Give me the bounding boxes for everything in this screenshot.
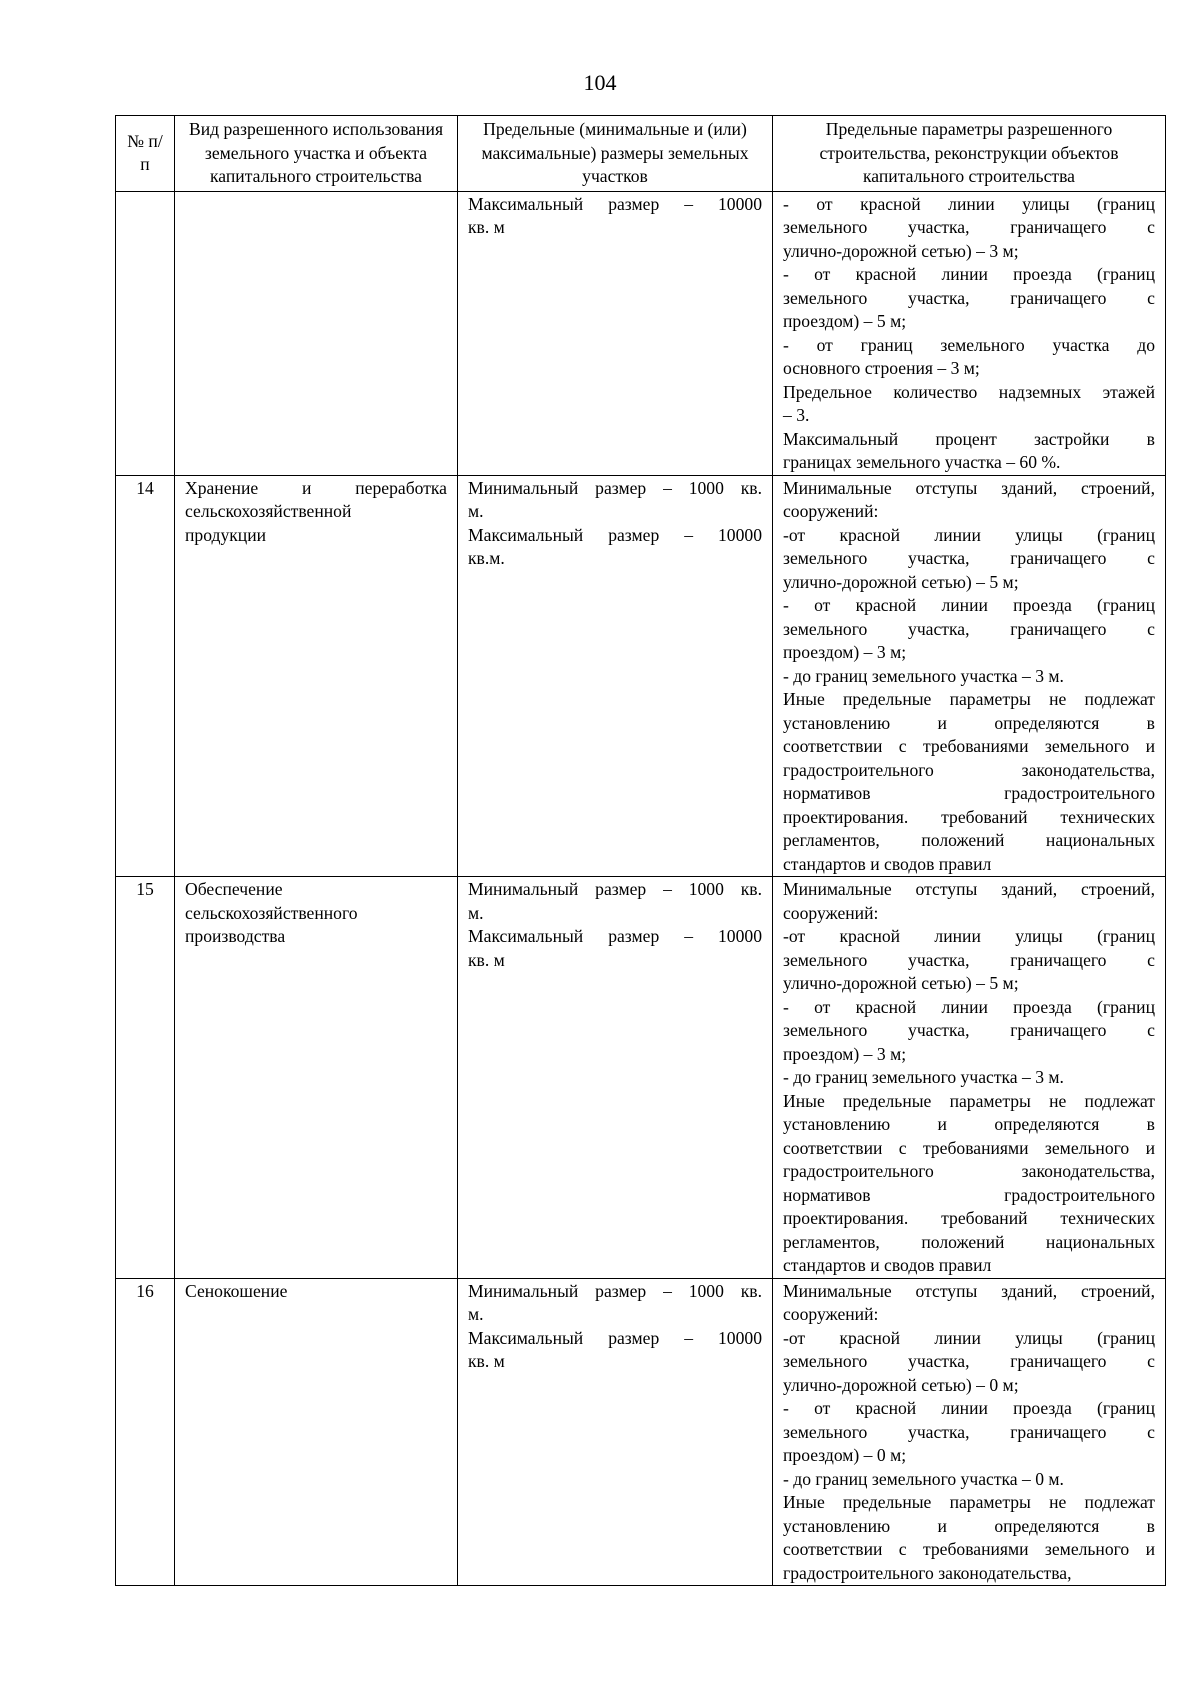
- construction-param-line: проездом) – 5 м;: [783, 311, 907, 331]
- construction-param-line: регламентов, положений национальных: [783, 1231, 1155, 1252]
- plot-size-line: м.: [468, 1304, 484, 1324]
- plot-size-line: Минимальный размер – 1000 кв.: [468, 879, 762, 899]
- plot-size-line: Минимальный размер – 1000 кв.: [468, 1280, 762, 1301]
- construction-param-line: земельного участка, граничащего с: [783, 217, 1155, 237]
- plot-size-line: кв. м: [468, 949, 505, 970]
- header-permitted-use: Вид разрешенного использования земельного участка и объекта капитального строительства: [175, 116, 458, 192]
- construction-param-line: нормативов градостроительного: [783, 1184, 1155, 1205]
- header-number: № п/п: [116, 116, 175, 192]
- permitted-use-line: сельскохозяйственного: [185, 902, 358, 923]
- header-plot-sizes: Предельные (минимальные и (или) максимальные) размеры земельных участков: [458, 116, 773, 192]
- construction-param-line: сооружений:: [783, 902, 879, 923]
- construction-param-line: Минимальные отступы зданий, строений,: [783, 477, 1155, 498]
- construction-param-line: проездом) – 0 м;: [783, 1445, 907, 1465]
- table-row: [116, 475, 1166, 877]
- permitted-use-line: Обеспечение: [185, 879, 283, 899]
- construction-param-line: установлению и определяются в: [783, 712, 1155, 733]
- plot-size-line: м.: [468, 501, 484, 521]
- permitted-use-line: продукции: [185, 524, 267, 545]
- construction-param-line: нормативов градостроительного: [783, 783, 1155, 803]
- regulations-table: [115, 115, 1166, 1586]
- plot-size-line: Максимальный размер – 10000: [468, 926, 762, 946]
- plot-sizes-cell: [458, 877, 773, 1279]
- construction-param-line: градостроительного законодательства,: [783, 759, 1155, 780]
- construction-param-line: Иные предельные параметры не подлежат: [783, 1090, 1155, 1111]
- construction-param-line: улично-дорожной сетью) – 0 м;: [783, 1374, 1019, 1395]
- table-row: [116, 191, 1166, 475]
- construction-param-line: земельного участка, граничащего с: [783, 1020, 1155, 1040]
- permitted-use-line: Хранение и переработка: [185, 477, 447, 498]
- construction-param-line: сооружений:: [783, 1304, 879, 1324]
- permitted-use-line: производства: [185, 926, 286, 946]
- construction-param-line: основного строения – 3 м;: [783, 358, 980, 378]
- construction-param-line: Иные предельные параметры не подлежат: [783, 689, 1155, 709]
- construction-param-line: границах земельного участка – 60 %.: [783, 452, 1061, 472]
- construction-param-line: земельного участка, граничащего с: [783, 949, 1155, 970]
- construction-param-line: земельного участка, граничащего с: [783, 548, 1155, 568]
- construction-param-line: улично-дорожной сетью) – 5 м;: [783, 571, 1019, 592]
- table-row: [116, 877, 1166, 1279]
- permitted-use-cell: [175, 475, 458, 877]
- permitted-use-cell: [175, 1278, 458, 1586]
- construction-param-line: соответствии с требованиями земельного и: [783, 1137, 1155, 1158]
- table-body: [116, 191, 1166, 1586]
- construction-param-line: -от красной линии улицы (границ: [783, 524, 1155, 545]
- construction-param-line: - до границ земельного участка – 0 м.: [783, 1468, 1064, 1489]
- table-row: [116, 1278, 1166, 1586]
- construction-param-line: земельного участка, граничащего с: [783, 618, 1155, 639]
- construction-param-line: соответствии с требованиями земельного и: [783, 1539, 1155, 1559]
- construction-param-line: земельного участка, граничащего с: [783, 1351, 1155, 1371]
- construction-param-line: -от красной линии улицы (границ: [783, 926, 1155, 946]
- construction-param-line: - от границ земельного участка до: [783, 334, 1155, 355]
- construction-params-cell: [773, 1278, 1166, 1586]
- row-number: 16: [116, 1278, 175, 1586]
- construction-params-cell: [773, 191, 1166, 475]
- construction-param-line: проектирования. требований технических: [783, 806, 1155, 827]
- construction-param-line: земельного участка, граничащего с: [783, 1421, 1155, 1442]
- construction-param-line: земельного участка, граничащего с: [783, 287, 1155, 308]
- row-number: 15: [116, 877, 175, 1279]
- plot-sizes-cell: [458, 191, 773, 475]
- construction-param-line: соответствии с требованиями земельного и: [783, 736, 1155, 756]
- construction-param-line: Предельное количество надземных этажей: [783, 381, 1155, 402]
- page-number: 104: [583, 70, 617, 95]
- construction-params-cell: [773, 877, 1166, 1279]
- construction-param-line: - до границ земельного участка – 3 м.: [783, 665, 1064, 686]
- construction-param-line: Иные предельные параметры не подлежат: [783, 1492, 1155, 1512]
- construction-params-cell: [773, 475, 1166, 877]
- construction-param-line: -от красной линии улицы (границ: [783, 1327, 1155, 1348]
- permitted-use-cell: [175, 191, 458, 475]
- permitted-use-cell: [175, 877, 458, 1279]
- plot-sizes-cell: [458, 1278, 773, 1586]
- construction-param-line: - от красной линии улицы (границ: [783, 193, 1155, 214]
- plot-size-line: кв. м: [468, 1351, 505, 1371]
- construction-param-line: - от красной линии проезда (границ: [783, 1398, 1155, 1418]
- construction-param-line: проездом) – 3 м;: [783, 1043, 907, 1064]
- plot-size-line: Максимальный размер – 10000: [468, 193, 762, 214]
- construction-param-line: регламентов, положений национальных: [783, 830, 1155, 850]
- header-construction-params: Предельные параметры разрешенного строительства, реконструкции объектов капитального строительства: [773, 116, 1166, 192]
- construction-param-line: градостроительного законодательства,: [783, 1161, 1155, 1181]
- row-number: [116, 191, 175, 475]
- construction-param-line: проездом) – 3 м;: [783, 642, 907, 662]
- construction-param-line: улично-дорожной сетью) – 3 м;: [783, 240, 1019, 261]
- construction-param-line: градостроительного законодательства,: [783, 1562, 1072, 1583]
- permitted-use-line: сельскохозяйственной: [185, 501, 352, 521]
- construction-param-line: Минимальные отступы зданий, строений,: [783, 1280, 1155, 1301]
- construction-param-line: - от красной линии проезда (границ: [783, 996, 1155, 1017]
- table-header-row: [116, 116, 1166, 192]
- construction-param-line: проектирования. требований технических: [783, 1208, 1155, 1228]
- construction-param-line: сооружений:: [783, 501, 879, 521]
- plot-sizes-cell: [458, 475, 773, 877]
- construction-param-line: установлению и определяются в: [783, 1515, 1155, 1536]
- construction-param-line: улично-дорожной сетью) – 5 м;: [783, 973, 1019, 993]
- construction-param-line: Минимальные отступы зданий, строений,: [783, 879, 1155, 899]
- construction-param-line: – 3.: [783, 405, 810, 425]
- plot-size-line: м.: [468, 902, 484, 923]
- permitted-use-line: Сенокошение: [185, 1280, 288, 1301]
- construction-param-line: установлению и определяются в: [783, 1114, 1155, 1134]
- plot-size-line: Минимальный размер – 1000 кв.: [468, 477, 762, 498]
- construction-param-line: стандартов и сводов правил: [783, 1255, 992, 1275]
- plot-size-line: Максимальный размер – 10000: [468, 524, 762, 545]
- construction-param-line: - от красной линии проезда (границ: [783, 264, 1155, 284]
- construction-param-line: Максимальный процент застройки в: [783, 428, 1155, 449]
- plot-size-line: Максимальный размер – 10000: [468, 1327, 762, 1348]
- construction-param-line: - от красной линии проезда (границ: [783, 595, 1155, 615]
- plot-size-line: кв.м.: [468, 548, 505, 568]
- construction-param-line: стандартов и сводов правил: [783, 853, 992, 874]
- construction-param-line: - до границ земельного участка – 3 м.: [783, 1067, 1064, 1087]
- row-number: 14: [116, 475, 175, 877]
- plot-size-line: кв. м: [468, 217, 505, 237]
